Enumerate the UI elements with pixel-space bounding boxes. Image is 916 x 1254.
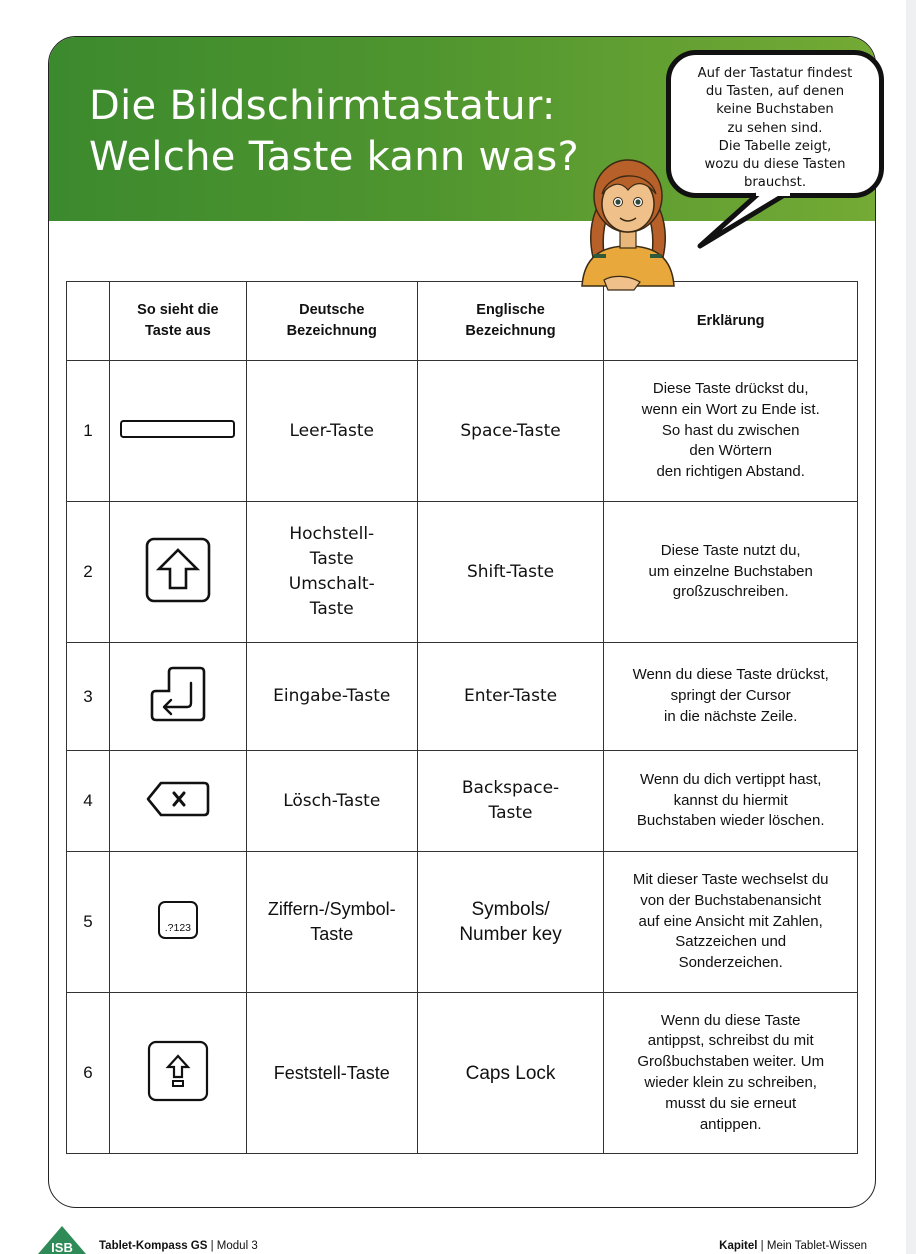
explanation-line: um einzelne Buchstaben [648,562,813,580]
table-row [67,993,858,1154]
explanation-line: auf eine Ansicht mit Zahlen, [638,912,823,930]
explanation [604,502,858,643]
key-icon-cell [109,993,246,1154]
german-name-line: Feststell-Taste [273,1062,390,1083]
speech-bubble [666,50,884,198]
english-name-line: Number key [459,924,562,945]
header-german [246,282,417,361]
explanation-line: den richtigen Abstand. [656,463,805,481]
english-name [417,993,604,1154]
footer-module-info [99,1240,258,1252]
english-name-line: Shift-Taste [466,561,555,582]
german-name-line: Taste [309,549,354,569]
page-edge-strip [906,0,916,1254]
footer-course-name: Tablet-Kompass GS [99,1240,208,1252]
isb-logo-text: ISB [51,1240,73,1254]
explanation [604,751,858,852]
table-row [67,502,858,643]
speech-bubble-text [671,65,879,192]
table-row [67,643,858,751]
explanation-line: Satzzeichen und [675,933,787,951]
footer-chapter-name: | Mein Tablet-Wissen [757,1240,867,1252]
key-icon-cell [109,751,246,852]
explanation-line: Großbuchstaben weiter. Um [637,1053,825,1071]
german-name [246,751,417,852]
bubble-line: du Tasten, auf denen [705,84,845,100]
english-name [417,852,604,993]
german-name-line: Hochstell- [289,524,375,544]
english-name-line: Taste [488,803,533,823]
keys-table [66,281,858,1154]
explanation-line: Wenn du diese Taste drückst, [632,666,829,684]
english-name-line: Symbols/ [471,899,550,920]
explanation [604,643,858,751]
isb-logo [38,1226,86,1254]
explanation-line: So hast du zwischen [661,421,800,439]
explanation-line: springt der Cursor [670,687,791,705]
header-english-line: Bezeichnung [465,323,556,339]
enter-return-icon [149,665,207,723]
header-look-line: Taste aus [144,323,211,339]
title-line-1: Die Bildschirmtastatur: [89,83,556,129]
explanation-line: den Wörtern [689,442,772,460]
bubble-line: wozu du diese Tasten [704,157,846,173]
english-name-line: Caps Lock [465,1062,556,1084]
english-name [417,751,604,852]
explanation-line: Diese Taste drückst du, [652,380,809,397]
explanation-line: Wenn du dich vertippt hast, [639,770,822,788]
bubble-line: zu sehen sind. [727,120,823,136]
page-title [89,81,579,183]
explanation-line: antippen. [699,1115,762,1133]
key-icon-cell [109,502,246,643]
footer-chapter-info [719,1240,867,1252]
key-icon-cell [109,361,246,502]
german-name [246,993,417,1154]
english-name [417,502,604,643]
german-name [246,852,417,993]
german-name [246,502,417,643]
english-name-line: Enter-Taste [463,686,558,706]
header-german-line: Bezeichnung [286,323,377,339]
german-name-line: Taste [309,599,354,619]
table-row [67,361,858,502]
explanation-line: antippst, schreibst du mit [647,1032,814,1050]
explanation [604,852,858,993]
backspace-icon [145,780,211,818]
explanation [604,993,858,1154]
header-look [109,282,246,361]
footer-chapter-label: Kapitel [719,1240,758,1252]
header-number [67,282,110,361]
caps-lock-icon [147,1040,209,1102]
english-name [417,361,604,502]
header-explanation: Erklärung [604,282,858,361]
header-german-line: Deutsche [299,302,365,318]
speech-bubble-tail [690,190,800,250]
german-name-line: Lösch-Taste [283,790,381,811]
german-name-line: Ziffern-/Symbol- [267,899,396,919]
explanation-line: von der Buchstabenansicht [640,891,822,909]
bubble-line: brauchst. [743,175,807,191]
bubble-line: Auf der Tastatur findest [697,66,853,81]
bubble-line: keine Buchstaben [716,102,834,118]
key-icon-cell [109,643,246,751]
explanation-line: Diese Taste nutzt du, [660,541,801,559]
explanation-line: Sonderzeichen. [678,954,783,972]
explanation-line: wieder klein zu schreiben, [644,1074,817,1091]
german-name-line: Eingabe-Taste [273,686,391,706]
row-number: 5 [67,852,110,993]
row-number: 4 [67,751,110,852]
symbols-key-label: .?123 [164,921,191,934]
german-name-line: Umschalt- [288,574,375,594]
row-number: 6 [67,993,110,1154]
explanation-line: Mit dieser Taste wechselst du [632,871,829,888]
explanation-line: kannst du hiermit [673,791,788,809]
symbols-numbers-key-icon [158,901,198,939]
english-name-line: Space-Taste [460,420,561,441]
explanation [604,361,858,502]
header-english-line: Englische [476,302,545,318]
english-name [417,643,604,751]
table-row [67,751,858,852]
key-icon-cell [109,852,246,993]
explanation-line: musst du sie erneut [665,1094,797,1112]
explanation-line: in die nächste Zeile. [663,707,798,725]
german-name-line: Leer-Taste [289,420,375,441]
german-name [246,643,417,751]
table-header-row [67,282,858,361]
row-number: 1 [67,361,110,502]
german-name-line: Taste [310,924,354,944]
bubble-line: Die Tabelle zeigt, [718,138,832,154]
explanation-line: Wenn du diese Taste [660,1011,801,1029]
german-name [246,361,417,502]
header-look-line: So sieht die [137,302,219,318]
footer-module: | Modul 3 [207,1240,258,1252]
title-line-2: Welche Taste kann was? [89,134,580,180]
row-number: 2 [67,502,110,643]
english-name-line: Backspace- [461,778,560,798]
shift-arrow-icon [145,537,211,603]
row-number: 3 [67,643,110,751]
explanation-line: wenn ein Wort zu Ende ist. [641,400,820,418]
explanation-line: großzuschreiben. [672,583,789,601]
space-bar-icon [119,418,237,440]
table-row [67,852,858,993]
explanation-line: Buchstaben wieder löschen. [636,812,825,830]
